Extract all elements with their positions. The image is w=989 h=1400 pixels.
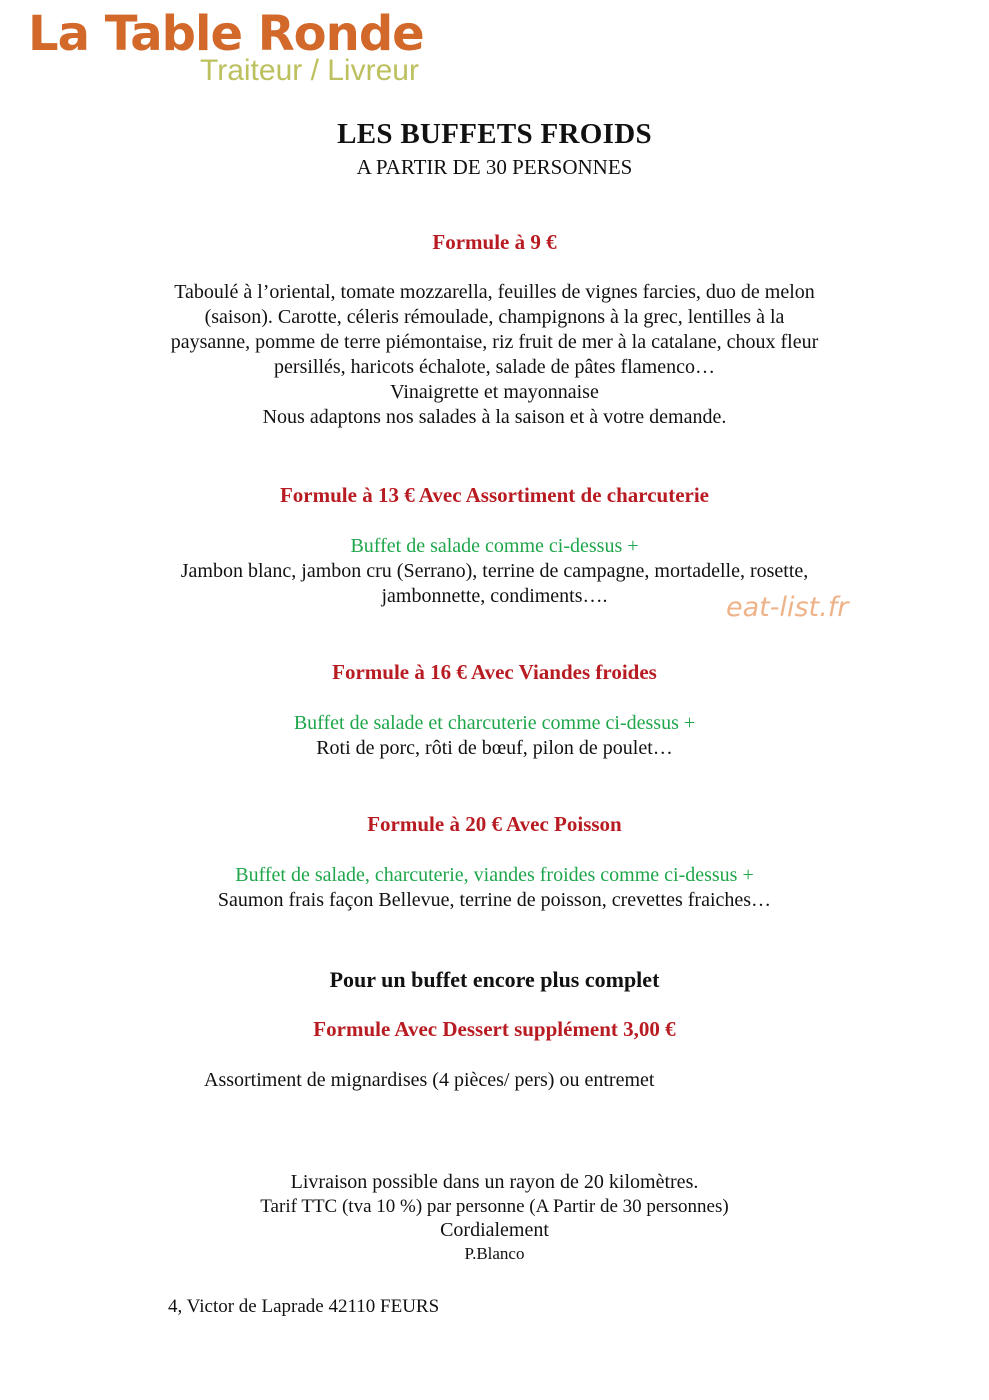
closing: Cordialement [440, 1219, 549, 1241]
formula-9-title: Formule à 9 € [432, 230, 557, 254]
description-line: persillés, haricots échalote, salade de pâtes flamenco… [274, 356, 715, 378]
logo-tagline: Traiteur / Livreur [200, 54, 419, 87]
description-line: Jambon blanc, jambon cru (Serrano), terrine de campagne, mortadelle, rosette, [180, 560, 809, 582]
dessert-description: Assortiment de mignardises (4 pièces/ pers) ou entremet [204, 1069, 655, 1091]
formula-16-title: Formule à 16 € Avec Viandes froides [332, 660, 657, 684]
page-title: LES BUFFETS FROIDS [337, 118, 652, 150]
formula-13-intro: Buffet de salade comme ci-dessus + [350, 535, 639, 557]
formula-16-description: Roti de porc, rôti de bœuf, pilon de poulet… [316, 737, 673, 759]
description-line: (saison). Carotte, céleris rémoulade, champignons à la grec, lentilles à la [204, 306, 785, 328]
description-line: jambonnette, condiments…. [381, 585, 608, 607]
tariff-note: Tarif TTC (tva 10 %) par personne (A Partir de 30 personnes) [260, 1196, 729, 1217]
address: 4, Victor de Laprade 42110 FEURS [168, 1296, 440, 1317]
formula-13-title: Formule à 13 € Avec Assortiment de charcuterie [279, 483, 710, 507]
logo-name: La Table Ronde [28, 6, 424, 62]
formula-16-intro: Buffet de salade et charcuterie comme ci-dessus + [293, 712, 696, 734]
description-line: Taboulé à l’oriental, tomate mozzarella, feuilles de vignes farcies, duo de melon [174, 281, 815, 303]
formula-20-description: Saumon frais façon Bellevue, terrine de poisson, crevettes fraiches… [217, 889, 772, 911]
formula-9-description [0, 280, 989, 430]
delivery-note: Livraison possible dans un rayon de 20 kilomètres. [290, 1171, 699, 1193]
description-line: paysanne, pomme de terre piémontaise, riz fruit de mer à la catalane, choux fleur [170, 331, 819, 353]
formula-20-title: Formule à 20 € Avec Poisson [367, 812, 622, 836]
description-line: Nous adaptons nos salades à la saison et à votre demande. [262, 406, 727, 428]
extra-heading: Pour un buffet encore plus complet [329, 967, 660, 992]
dessert-formula-title: Formule Avec Dessert supplément 3,00 € [313, 1017, 676, 1041]
watermark: eat-list.fr [726, 592, 849, 623]
formula-20-intro: Buffet de salade, charcuterie, viandes froides comme ci-dessus + [235, 864, 754, 886]
signature: P.Blanco [464, 1244, 525, 1263]
page-subtitle: A PARTIR DE 30 PERSONNES [356, 155, 633, 179]
description-line: Vinaigrette et mayonnaise [390, 381, 599, 403]
